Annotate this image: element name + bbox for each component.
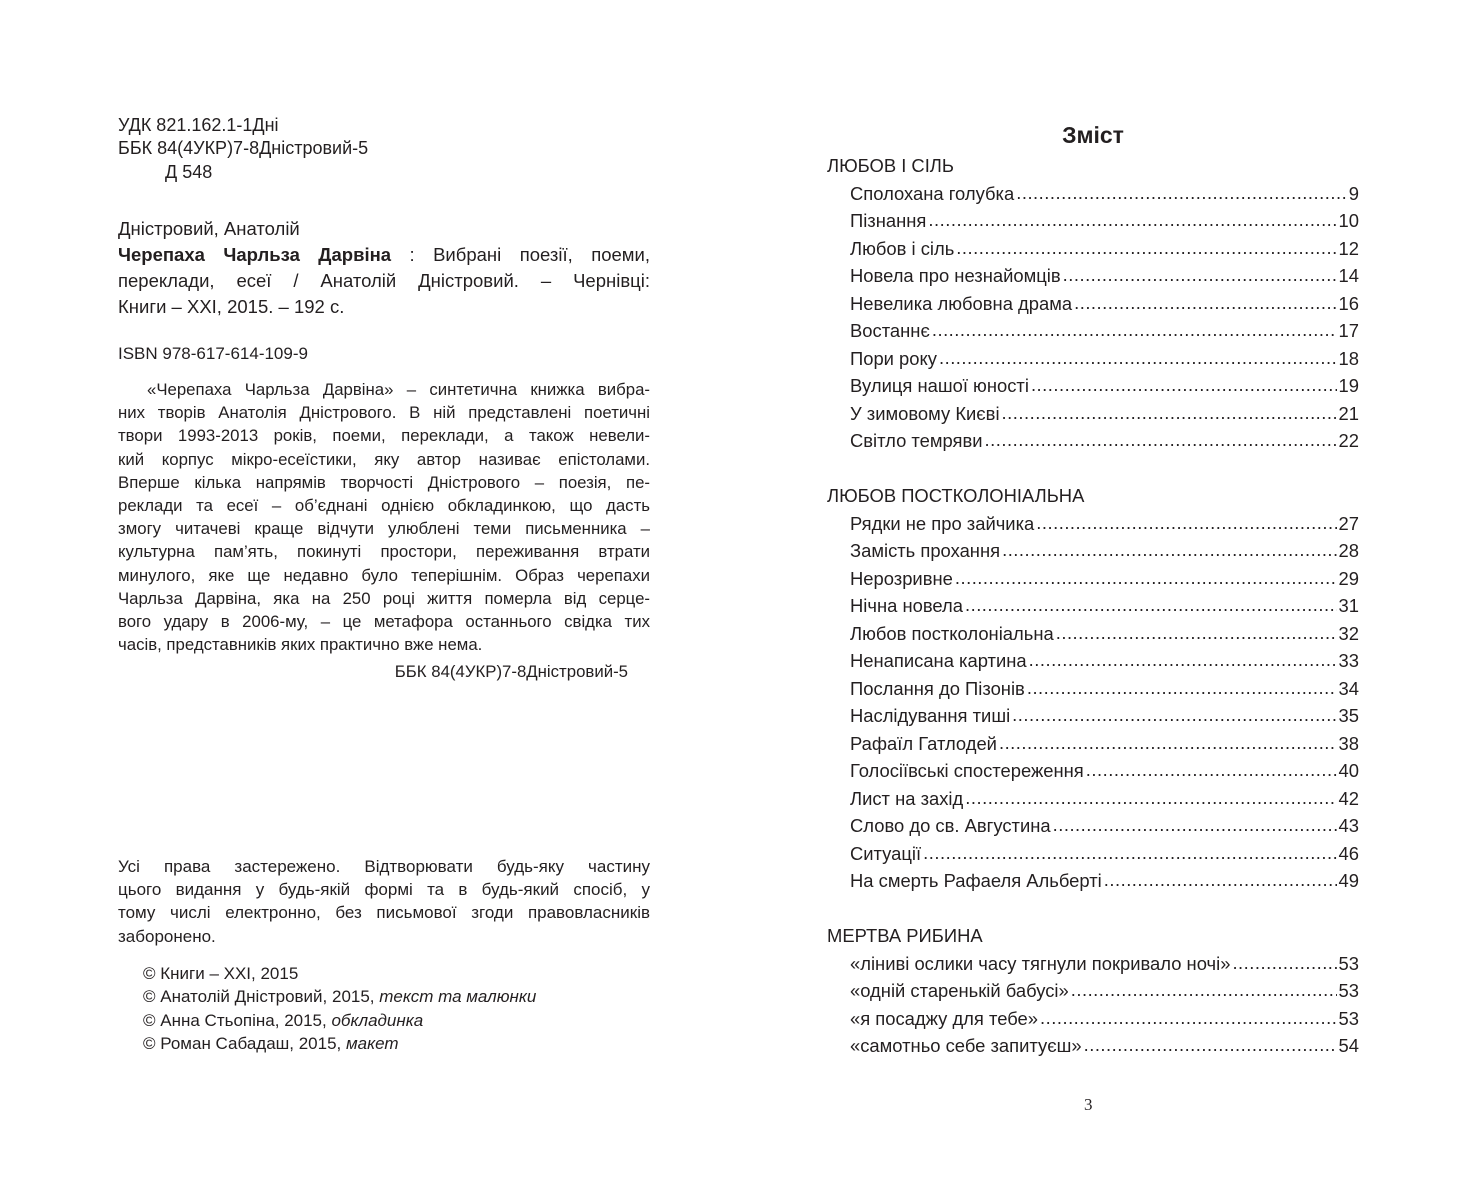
copyright-holder: © Анатолій Дністровий, 2015, [143,987,380,1007]
toc-entry-title: Послання до Пізонів [850,677,1025,699]
dot-leader [1031,371,1337,399]
toc-entry-page: 16 [1338,292,1359,314]
rights-line: Усі права застережено. Відтворювати будь-яку частину [118,857,650,876]
annotation-line: реклади та есеї – об’єднані однією обкладинкою, що дасть [118,496,650,516]
dot-leader [1084,1031,1337,1059]
toc-entry[interactable] [827,1005,1359,1033]
toc-entry-title: Голосіївські спостереження [850,760,1084,781]
toc-entry[interactable] [827,977,1359,1005]
toc-entry-title: Лист на захід [850,787,964,809]
toc-entry[interactable] [827,290,1359,318]
dot-leader [985,426,1337,454]
toc-entry-page: 27 [1338,512,1359,534]
toc-entry-title: Пори року [850,347,937,369]
dot-leader [923,839,1336,867]
annotation-line: твори 1993-2013 років, поеми, переклади, а також невели- [118,426,650,446]
udk-code: УДК 821.162.1-1Дні [118,115,279,135]
toc-entry-title: Невелика любовна драма [850,292,1073,314]
toc-entry-title: «я посаджу для тебе» [850,1007,1039,1029]
dot-leader [1086,756,1337,784]
annotation-line: минулого, яке ще недавно було теперішнім. Образ черепахи [118,565,650,585]
dot-leader [1002,399,1337,427]
dot-leader [999,729,1337,757]
toc-entry-title: Любов постколоніальна [850,622,1054,644]
annotation-line: «Черепаха Чарльза Дарвіна» – синтетична книжка вибра- [147,380,650,399]
toc-entry-page: 43 [1338,815,1359,836]
toc-entry[interactable] [827,400,1359,428]
copyright-line [143,1009,536,1032]
toc-title: Зміст [1062,122,1124,148]
toc-entry-title: Рафаїл Гатлодей [850,732,997,754]
toc-entry-page: 32 [1338,622,1359,644]
toc-entry[interactable] [827,867,1359,895]
toc-entry[interactable] [827,812,1359,840]
toc-entry-title: «самотньо себе запитуєш» [850,1035,1082,1056]
toc-entry[interactable] [827,785,1359,813]
toc-entry[interactable] [827,235,1359,263]
author-name: Дністровий, Анатолій [118,218,300,239]
copyright-role: обкладинка [331,1010,424,1030]
title-line-3: Книги – ХХІ, 2015. – 192 с. [118,296,345,317]
toc-entry-page: 10 [1338,210,1359,231]
copyright-role: макет [346,1033,399,1053]
toc-entry-page: 49 [1338,870,1359,891]
toc-entry-title: Замість прохання [850,540,1001,561]
dot-leader [965,784,1336,812]
toc-entry-title: Новела про незнайомців [850,265,1061,286]
toc-entry[interactable] [827,180,1359,208]
toc-entry-page: 42 [1338,787,1359,809]
bibliographic-record [118,216,650,320]
toc-entry[interactable] [827,1032,1359,1060]
dot-leader [928,206,1336,234]
toc-entry[interactable] [827,345,1359,373]
toc-entry[interactable] [827,647,1359,675]
copyright-line [143,985,536,1008]
annotation-line: Чарльза Дарвіна, яка на 250 році життя померла від серце- [118,588,650,608]
toc-entry-page: 34 [1338,677,1359,699]
toc-entry-page: 38 [1338,732,1359,754]
toc-entry[interactable] [827,372,1359,400]
dot-leader [1029,646,1337,674]
section-gap [827,455,1359,483]
toc-entry-page: 40 [1338,760,1359,781]
toc-entry[interactable] [827,537,1359,565]
rights-notice [118,855,650,948]
toc-entry-title: Пізнання [850,210,927,231]
annotation-line: часів, представників яких практично вже нема. [118,635,483,655]
toc-entry[interactable] [827,317,1359,345]
toc-entry-title: Сполохана голубка [850,182,1015,204]
dot-leader [1053,811,1337,839]
toc-entry-page: 21 [1338,402,1359,424]
copyright-role: текст та малюнки [379,987,537,1007]
toc-entry-title: У зимовому Києві [850,402,1000,424]
dot-leader [1012,701,1336,729]
title-rest: : Вибрані поезії, поеми, [391,244,650,265]
copyright-holder: © Роман Сабадаш, 2015, [143,1033,346,1053]
annotation-line: кий корпус мікро-есеїстики, яку автор називає епістолами. [118,449,650,469]
toc-entry-page: 31 [1338,595,1359,616]
bbk-repeat: ББК 84(4УКР)7-8Дністровий-5 [394,662,628,681]
copyright-holder: © Анна Стьопіна, 2015, [143,1010,332,1030]
toc-entry[interactable] [827,262,1359,290]
toc-entry-title: Любов і сіль [850,237,955,259]
toc-entry-page: 14 [1338,265,1359,286]
toc-entry-title: «ліниві ослики часу тягнули покривало ночі» [850,952,1231,974]
toc-entry-title: Наслідування тиші [850,705,1011,726]
toc-entry[interactable] [827,950,1359,978]
title-line-1 [118,242,650,268]
toc-entry-page: 9 [1348,182,1359,204]
toc-entry-page: 17 [1338,320,1359,341]
dot-leader [1040,1004,1337,1032]
annotation-line: Вперше кілька напрямів творчості Дністрового – поезія, пе- [118,472,650,492]
toc-entry[interactable] [827,565,1359,593]
toc-section-heading: ЛЮБОВ ПОСТКОЛОНІАЛЬНА [827,485,1085,506]
toc-entry-title: Ненаписана картина [850,650,1027,671]
toc-entry-page: 18 [1338,347,1359,369]
dot-leader [932,316,1337,344]
toc-entry-title: Нерозривне [850,567,953,589]
dot-leader [1074,289,1336,317]
dot-leader [1232,949,1336,977]
bbk-code: ББК 84(4УКР)7-8Дністровий-5 [118,138,369,159]
annotation-line: них творів Анатолія Дністрового. В ній представлені поетичні [118,403,650,423]
dot-leader [956,234,1336,262]
toc-entry-page: 53 [1338,1007,1359,1029]
toc-entry-title: Вулиця нашої юності [850,375,1029,396]
toc-entry-title: «одній старенькій бабусі» [850,980,1069,1001]
title-line-2: переклади, есеї / Анатолій Дністровий. – Чернівці: [118,270,650,291]
rights-line: заборонено. [118,926,216,946]
classification-block [118,114,650,184]
toc-entry[interactable] [827,427,1359,455]
dot-leader [1027,674,1337,702]
toc-entry-title: Ситуації [850,842,922,864]
toc-entry-page: 29 [1338,567,1359,589]
annotation [118,378,650,656]
toc-entry-title: Слово до св. Августина [850,815,1051,836]
copyright-block [143,962,536,1055]
toc-entry-page: 28 [1338,540,1359,561]
toc-section-heading: ЛЮБОВ І СІЛЬ [827,155,954,176]
toc-entry-page: 12 [1338,237,1359,259]
toc-entry-page: 33 [1338,650,1359,671]
annotation-line: культурна пам’ять, покинуті простори, переживання втрати [118,542,650,562]
dot-leader [1071,976,1337,1004]
page-number: 3 [1084,1095,1093,1114]
toc-entry-title: Рядки не про зайчика [850,512,1035,534]
dot-leader [1036,509,1336,537]
dot-leader [939,344,1337,372]
annotation-line: вого удару в 2006-му, – це метафора останнього свідка тих [118,612,650,632]
toc-entry-page: 22 [1338,430,1359,451]
author-sign: Д 548 [165,161,213,182]
toc-entry-title: Світло темряви [850,430,983,451]
annotation-line: змогу читачеві краще відчути улюблені теми письменника – [118,519,650,539]
toc-entry-page: 46 [1338,842,1359,864]
toc-entry[interactable] [827,730,1359,758]
toc-entry[interactable] [827,702,1359,730]
toc-entry-page: 53 [1338,980,1359,1001]
toc-entry-page: 35 [1338,705,1359,726]
toc-entry[interactable] [827,510,1359,538]
table-of-contents [827,152,1359,1060]
dot-leader [1063,261,1337,289]
toc-entry[interactable] [827,840,1359,868]
dot-leader [1002,536,1336,564]
toc-entry-page: 53 [1338,952,1359,974]
toc-section-heading: МЕРТВА РИБИНА [827,925,983,946]
book-title: Черепаха Чарльза Дарвіна [118,244,392,265]
toc-entry-page: 54 [1338,1035,1359,1056]
dot-leader [1056,619,1337,647]
dot-leader [965,591,1337,619]
toc-entry-title: Востаннє [850,320,930,341]
toc-entry-title: Нічна новела [850,595,963,616]
toc-entry-page: 19 [1338,375,1359,396]
toc-entry[interactable] [827,207,1359,235]
copyright-line [143,1032,536,1055]
rights-line: цього видання у будь-якій формі та в будь-який спосіб, у [118,880,650,900]
section-gap [827,895,1359,923]
rights-line: тому числі електронно, без письмової згоди правовласників [118,903,650,923]
copyright-holder: © Книги – ХХІ, 2015 [143,964,299,983]
isbn: ISBN 978-617-614-109-9 [118,344,308,363]
toc-entry[interactable] [827,620,1359,648]
copyright-line [143,962,536,985]
dot-leader [1104,866,1337,894]
dot-leader [955,564,1337,592]
toc-entry[interactable] [827,675,1359,703]
toc-entry-title: На смерть Рафаеля Альберті [850,870,1102,891]
toc-entry[interactable] [827,757,1359,785]
toc-entry[interactable] [827,592,1359,620]
dot-leader [1016,179,1347,207]
